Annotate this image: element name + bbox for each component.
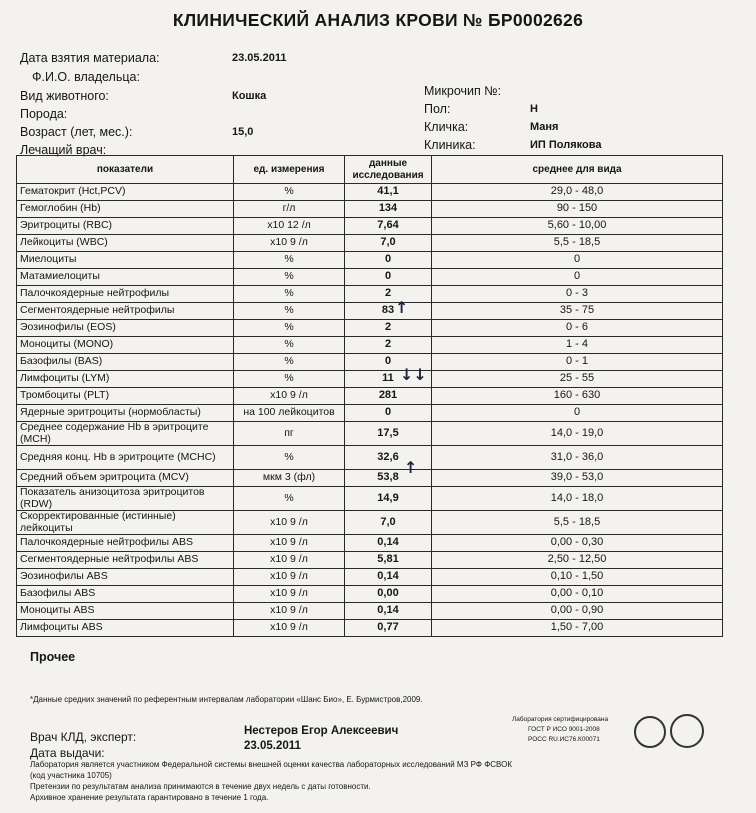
cell-indicator: Лейкоциты (WBC) <box>17 235 234 252</box>
cell-value: 0 <box>345 405 432 422</box>
table-row <box>17 184 723 201</box>
cell-unit: х10 9 /л <box>234 620 345 637</box>
cell-reference: 5,5 - 18,5 <box>432 235 723 252</box>
cell-value: 7,0 <box>345 511 432 535</box>
other-label: Прочее <box>30 650 76 664</box>
cell-unit: % <box>234 337 345 354</box>
cell-unit: х10 9 /л <box>234 603 345 620</box>
cell-unit: на 100 лейкоцитов <box>234 405 345 422</box>
cell-reference: 0,10 - 1,50 <box>432 569 723 586</box>
report-title: КЛИНИЧЕСКИЙ АНАЛИЗ КРОВИ № БР0002626 <box>172 10 584 30</box>
cell-indicator: Палочкоядерные нейтрофилы <box>17 286 234 303</box>
cell-reference: 0 <box>432 269 723 286</box>
cell-indicator: Тромбоциты (PLT) <box>17 388 234 405</box>
cell-unit: % <box>234 487 345 511</box>
table-row <box>17 511 723 535</box>
table-row <box>17 422 723 446</box>
cell-unit: % <box>234 371 345 388</box>
issue-date-value: 23.05.2011 <box>244 740 301 752</box>
cell-indicator: Сегментоядерные нейтрофилы <box>17 303 234 320</box>
cell-reference: 35 - 75 <box>432 303 723 320</box>
cell-reference: 1 - 4 <box>432 337 723 354</box>
sex-value: Н <box>530 103 538 115</box>
cell-value: 0 <box>345 252 432 269</box>
cell-value: 41,1 <box>345 184 432 201</box>
cell-reference: 0 <box>432 405 723 422</box>
cell-value: 11 <box>345 371 432 388</box>
cell-reference: 39,0 - 53,0 <box>432 470 723 487</box>
cell-value: 0,14 <box>345 603 432 620</box>
handwritten-up-arrow: ↑ <box>395 298 409 317</box>
table-row <box>17 354 723 371</box>
cell-reference: 25 - 55 <box>432 371 723 388</box>
cell-unit: х10 9 /л <box>234 388 345 405</box>
lab-quality-note: Лаборатория является участником Федеральной системы внешней оценки качества лабораторных исследований МЗ РФ ФСВОК <box>30 760 513 769</box>
chip-label: Микрочип №: <box>424 84 502 98</box>
cell-reference: 29,0 - 48,0 <box>432 184 723 201</box>
cell-reference: 160 - 630 <box>432 388 723 405</box>
cell-value: 7,0 <box>345 235 432 252</box>
cell-reference: 1,50 - 7,00 <box>432 620 723 637</box>
owner-label: Ф.И.О. владельца: <box>32 70 140 84</box>
cell-reference: 5,60 - 10,00 <box>432 218 723 235</box>
table-row <box>17 337 723 354</box>
cell-reference: 0 - 1 <box>432 354 723 371</box>
table-row <box>17 620 723 637</box>
cell-unit: % <box>234 286 345 303</box>
sex-label: Пол: <box>424 102 451 116</box>
participant-code: (код участника 10705) <box>30 771 112 780</box>
breed-label: Порода: <box>20 107 68 121</box>
handwritten-double-down-arrow: ↓↓ <box>400 365 427 384</box>
doctor-label: Врач КЛД, эксперт: <box>30 730 137 744</box>
cert-line-3: РОСС RU.ИС76.К00071 <box>528 736 600 743</box>
cell-reference: 5,5 - 18,5 <box>432 511 723 535</box>
cell-unit: % <box>234 446 345 470</box>
cell-value: 0,14 <box>345 569 432 586</box>
cell-indicator: Базофилы ABS <box>17 586 234 603</box>
table-row <box>17 405 723 422</box>
table-row <box>17 235 723 252</box>
cell-unit: х10 12 /л <box>234 218 345 235</box>
cell-indicator: Гемоглобин (Hb) <box>17 201 234 218</box>
results-body <box>17 184 723 637</box>
cell-unit: х10 9 /л <box>234 535 345 552</box>
cell-value: 2 <box>345 286 432 303</box>
cell-reference: 0 <box>432 252 723 269</box>
species-label: Вид животного: <box>20 89 109 103</box>
cell-indicator: Лимфоциты (LYM) <box>17 371 234 388</box>
nick-label: Кличка: <box>424 120 469 134</box>
nick-value: Маня <box>530 121 559 133</box>
cell-value: 0,77 <box>345 620 432 637</box>
table-row <box>17 303 723 320</box>
table-row <box>17 586 723 603</box>
cell-indicator: Эозинофилы (EOS) <box>17 320 234 337</box>
cell-value: 0,00 <box>345 586 432 603</box>
col-header-value: данные исследования <box>345 156 432 184</box>
vet-label: Лечащий врач: <box>20 143 107 157</box>
cell-indicator: Матамиелоциты <box>17 269 234 286</box>
cell-value: 32,6 <box>345 446 432 470</box>
clinic-label: Клиника: <box>424 138 476 152</box>
cell-value: 7,64 <box>345 218 432 235</box>
cell-unit: % <box>234 303 345 320</box>
cell-reference: 31,0 - 36,0 <box>432 446 723 470</box>
cell-indicator: Средний объем эритроцита (MCV) <box>17 470 234 487</box>
cell-unit: % <box>234 269 345 286</box>
cell-unit: х10 9 /л <box>234 511 345 535</box>
cell-indicator: Палочкоядерные нейтрофилы ABS <box>17 535 234 552</box>
table-row <box>17 535 723 552</box>
cell-indicator: Среднее содержание Hb в эритроците (МСН) <box>17 422 234 446</box>
table-row <box>17 320 723 337</box>
archive-note: Архивное хранение результата гарантировано в течение 1 года. <box>30 793 269 802</box>
col-header-unit: ед. измерения <box>234 156 345 184</box>
cell-value: 53,8 <box>345 470 432 487</box>
cell-unit: х10 9 /л <box>234 569 345 586</box>
table-row <box>17 201 723 218</box>
table-row <box>17 552 723 569</box>
cell-unit: х10 9 /л <box>234 552 345 569</box>
cell-value: 83 <box>345 303 432 320</box>
cell-indicator: Миелоциты <box>17 252 234 269</box>
cell-value: 14,9 <box>345 487 432 511</box>
table-row <box>17 286 723 303</box>
cell-indicator: Моноциты (MONO) <box>17 337 234 354</box>
cell-value: 0 <box>345 269 432 286</box>
table-row <box>17 269 723 286</box>
claims-note: Претензии по результатам анализа принимаются в течение двух недель с даты готовности. <box>30 782 371 791</box>
table-row <box>17 470 723 487</box>
cell-reference: 14,0 - 18,0 <box>432 487 723 511</box>
cell-reference: 14,0 - 19,0 <box>432 422 723 446</box>
cell-indicator: Средняя конц. Hb в эритроците (МСНС) <box>17 446 234 470</box>
species-value: Кошка <box>232 90 267 102</box>
table-row <box>17 569 723 586</box>
cell-unit: г/л <box>234 201 345 218</box>
date-value: 23.05.2011 <box>232 52 287 64</box>
cell-reference: 0,00 - 0,90 <box>432 603 723 620</box>
col-header-reference: среднее для вида <box>432 156 723 184</box>
table-row <box>17 446 723 470</box>
cell-unit: пг <box>234 422 345 446</box>
cell-indicator: Эозинофилы ABS <box>17 569 234 586</box>
cell-unit: х10 9 /л <box>234 586 345 603</box>
cell-reference: 0 - 3 <box>432 286 723 303</box>
cell-reference: 0 - 6 <box>432 320 723 337</box>
cell-indicator: Гематокрит (Hct,PCV) <box>17 184 234 201</box>
table-row <box>17 252 723 269</box>
cell-reference: 0,00 - 0,30 <box>432 535 723 552</box>
cell-reference: 2,50 - 12,50 <box>432 552 723 569</box>
cell-reference: 90 - 150 <box>432 201 723 218</box>
cell-unit: % <box>234 184 345 201</box>
cell-indicator: Эритроциты (RBC) <box>17 218 234 235</box>
cell-value: 17,5 <box>345 422 432 446</box>
cell-indicator: Лимфоциты ABS <box>17 620 234 637</box>
doctor-name: Нестеров Егор Алексеевич <box>244 725 399 737</box>
footnote: *Данные средних значений по референтным интервалам лаборатории «Шанс Био», Е. Бурмистров,2009. <box>30 695 423 704</box>
cell-indicator: Базофилы (BAS) <box>17 354 234 371</box>
cell-indicator: Ядерные эритроциты (нормобласты) <box>17 405 234 422</box>
cell-value: 0 <box>345 354 432 371</box>
gost-stamp-icon <box>634 716 666 748</box>
certification-seal-icon <box>670 714 704 748</box>
cell-value: 5,81 <box>345 552 432 569</box>
table-row <box>17 371 723 388</box>
cell-unit: мкм 3 (фл) <box>234 470 345 487</box>
cert-line-2: ГОСТ Р ИСО 9001-2008 <box>528 726 600 733</box>
cell-indicator: Скорректированные (истинные) лейкоциты <box>17 511 234 535</box>
table-row <box>17 603 723 620</box>
table-row <box>17 388 723 405</box>
results-table <box>16 155 723 637</box>
cell-value: 0,14 <box>345 535 432 552</box>
age-label: Возраст (лет, мес.): <box>20 125 133 139</box>
cell-unit: % <box>234 252 345 269</box>
issue-date-label: Дата выдачи: <box>30 746 105 760</box>
cell-reference: 0,00 - 0,10 <box>432 586 723 603</box>
age-value: 15,0 <box>232 126 254 138</box>
cert-line-1: Лаборатория сертифицирована <box>512 716 609 723</box>
table-row <box>17 218 723 235</box>
cell-indicator: Показатель анизоцитоза эритроцитов (RDW) <box>17 487 234 511</box>
cell-unit: % <box>234 320 345 337</box>
cell-value: 134 <box>345 201 432 218</box>
table-row <box>17 487 723 511</box>
cell-unit: х10 9 /л <box>234 235 345 252</box>
cell-value: 2 <box>345 320 432 337</box>
clinic-value: ИП Полякова <box>530 139 602 151</box>
cell-unit: % <box>234 354 345 371</box>
cell-indicator: Сегментоядерные нейтрофилы ABS <box>17 552 234 569</box>
col-header-indicator: показатели <box>17 156 234 184</box>
date-label: Дата взятия материала: <box>20 51 160 65</box>
cell-value: 281 <box>345 388 432 405</box>
cell-indicator: Моноциты ABS <box>17 603 234 620</box>
cell-value: 2 <box>345 337 432 354</box>
handwritten-up-arrow-mcv: ↑ <box>404 458 418 477</box>
